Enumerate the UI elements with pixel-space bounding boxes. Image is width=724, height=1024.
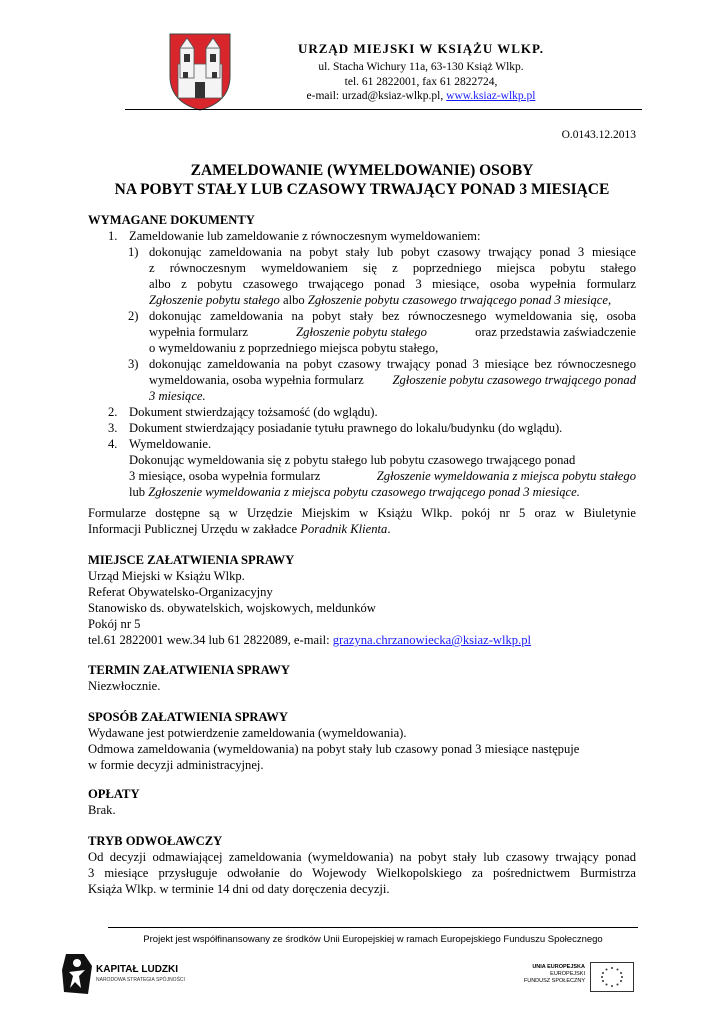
form-name: Zgłoszenie wymeldowania z miejsca pobytu stałego (376, 469, 636, 483)
list-item (149, 324, 636, 340)
section-heading: SPOSÓB ZAŁATWIENIA SPRAWY (88, 710, 288, 724)
appeal-section (88, 833, 636, 899)
page-title-line-2: NA POBYT STAŁY LUB CZASOWY TRWAJĄCY PONAD 3 MIESIĄCE (114, 181, 610, 198)
required-documents-section (88, 212, 636, 499)
list-number: 1. (108, 229, 118, 243)
list-item: Zameldowanie lub zameldowanie z równoczesnym wymeldowaniem: (129, 229, 481, 243)
section-text: Książa Wlkp. w terminie 14 dni od daty doręczenia decyzji. (88, 882, 390, 896)
kapital-ludzki-emblem (60, 952, 94, 996)
paragraph-line: Formularze dostępne są w Urzędzie Miejskim w Książu Wlkp. pokój nr 5 oraz w Biuletynie (88, 506, 636, 520)
list-item: dokonując zameldowania na pobyt czasowy trwający ponad 3 miesiące bez równoczesnego (149, 357, 636, 371)
section-name: Poradnik Klienta (300, 522, 388, 536)
section-text: Odmowa zameldowania (wymeldowania) na pobyt stały lub czasowy ponad 3 miesiące następuje (88, 742, 580, 756)
list-item: Dokument stwierdzający tożsamość (do wglądu). (129, 405, 378, 419)
section-text: 3 miesiące przysługuje odwołanie do Wojewody Wielkopolskiego za pośrednictwem Burmistrza (88, 866, 636, 880)
list-item: Dokonując wymeldowania się z pobytu stałego lub pobytu czasowego trwającego ponad (129, 453, 576, 467)
eu-label-line: EUROPEJSKI (550, 971, 585, 977)
section-heading: OPŁATY (88, 787, 140, 801)
list-item (149, 388, 636, 404)
place-line: Stanowisko ds. obywatelskich, wojskowych, meldunków (88, 601, 376, 615)
section-heading: MIEJSCE ZAŁATWIENIA SPRAWY (88, 553, 295, 567)
sublist-number: 3) (128, 357, 139, 371)
website-link[interactable]: www.ksiaz-wlkp.pl (446, 90, 536, 102)
funding-note: Projekt jest współfinansowany ze środków Unii Europejskiej w ramach Europejskiego Funduszu Społecznego (143, 934, 603, 945)
list-number: 2. (108, 405, 118, 419)
section-heading: TERMIN ZAŁATWIENIA SPRAWY (88, 663, 290, 677)
office-name: URZĄD MIEJSKI W KSIĄŻU WLKP. (297, 41, 545, 56)
section-text: w formie decyzji administracyjnej. (88, 758, 264, 772)
text-span: . (387, 522, 391, 536)
text-span: wypełnia formularz (149, 325, 248, 339)
footer-divider (108, 927, 638, 928)
section-heading: TRYB ODWOŁAWCZY (88, 834, 223, 848)
list-item (149, 292, 636, 308)
text-span: , (607, 293, 612, 307)
section-heading: WYMAGANE DOKUMENTY (88, 213, 255, 227)
list-item: o wymeldowaniu z poprzedniego miejsca pobytu stałego, (149, 341, 439, 355)
text-span: lub (129, 485, 149, 499)
town-crest-logo (166, 32, 234, 112)
text-span: Informacji Publicznej Urzędu w zakładce (88, 522, 301, 536)
contact-email-link[interactable]: grazyna.chrzanowiecka@ksiaz-wlkp.pl (332, 633, 532, 647)
text-span: albo (279, 293, 308, 307)
list-item: Wymeldowanie. (129, 437, 212, 451)
office-email: e-mail: urzad@ksiaz-wlkp.pl, (306, 90, 447, 102)
list-number: 4. (108, 437, 118, 451)
form-name: Zgłoszenie pobytu czasowego trwającego ponad (392, 373, 636, 387)
sublist-number: 2) (128, 309, 139, 323)
kl-subtitle: NARODOWA STRATEGIA SPÓJNOŚCI (96, 977, 185, 983)
fees-section (88, 786, 636, 820)
list-item: dokonując zameldowania na pobyt stały bez równoczesnego wymeldowania się, osoba (149, 309, 636, 323)
office-address: ul. Stacha Wichury 11a, 63-130 Książ Wlkp. (318, 61, 524, 73)
text-span: oraz przedstawia zaświadczenie (475, 325, 636, 339)
forms-availability-note (88, 505, 636, 539)
text-span: wymeldowania, osoba wypełnia formularz (149, 373, 364, 387)
place-line: Pokój nr 5 (88, 617, 141, 631)
eu-label-line: UNIA EUROPEJSKA (532, 964, 585, 970)
form-name: Zgłoszenie pobytu czasowego trwającego ponad 3 miesiące (307, 293, 608, 307)
paragraph-line (88, 521, 391, 537)
list-item (149, 372, 636, 388)
section-text: Brak. (88, 803, 116, 817)
office-phone: tel. 61 2822001, fax 61 2822724, (344, 76, 498, 88)
section-text: Od decyzji odmawiającej zameldowania (wymeldowania) na pobyt stały lub czasowy trwający ponad (88, 850, 636, 864)
list-item (129, 468, 636, 484)
header-divider (125, 109, 642, 110)
eu-label-line: FUNDUSZ SPOŁECZNY (523, 978, 585, 984)
place-section (88, 552, 636, 652)
form-name: 3 miesiące. (149, 389, 206, 403)
form-name: Zgłoszenie pobytu stałego (296, 325, 427, 339)
method-section (88, 709, 636, 772)
place-line: Urząd Miejski w Książu Wlkp. (88, 569, 245, 583)
office-contact (236, 90, 606, 102)
kapital-ludzki-logo (60, 952, 190, 996)
sublist-number: 1) (128, 245, 139, 259)
eu-fund-label (520, 964, 585, 985)
section-text: Niezwłocznie. (88, 679, 161, 693)
form-name: Zgłoszenie wymeldowania z miejsca pobytu czasowego trwającego ponad 3 miesiące. (148, 485, 580, 499)
page-title-line-1: ZAMELDOWANIE (WYMELDOWANIE) OSOBY (190, 162, 534, 179)
form-name: Zgłoszenie pobytu stałego (149, 293, 280, 307)
text-span: 3 miesiące, osoba wypełnia formularz (129, 469, 321, 483)
list-item: dokonując zameldowania na pobyt stały lub pobyt czasowy trwający ponad 3 miesiące (149, 245, 636, 259)
document-reference: O.0143.12.2013 (561, 129, 636, 141)
deadline-section (88, 662, 636, 696)
text-span: tel.61 2822001 wew.34 lub 61 2822089, e-mail: (88, 633, 333, 647)
place-line (88, 632, 531, 648)
kl-title: KAPITAŁ LUDZKI (96, 964, 179, 975)
list-item: z równoczesnym wymeldowaniem się z poprzedniego miejsca pobytu stałego (149, 261, 636, 275)
list-number: 3. (108, 421, 118, 435)
place-line: Referat Obywatelsko-Organizacyjny (88, 585, 273, 599)
list-item: Dokument stwierdzający posiadanie tytułu prawnego do lokalu/budynku (do wglądu). (129, 421, 563, 435)
section-text: Wydawane jest potwierdzenie zameldowania (wymeldowania). (88, 726, 407, 740)
list-item (129, 484, 580, 500)
list-item: albo z pobytu czasowego trwającego ponad 3 miesiące, osoba wypełnia formularz (149, 277, 636, 291)
eu-flag-icon (590, 962, 634, 992)
